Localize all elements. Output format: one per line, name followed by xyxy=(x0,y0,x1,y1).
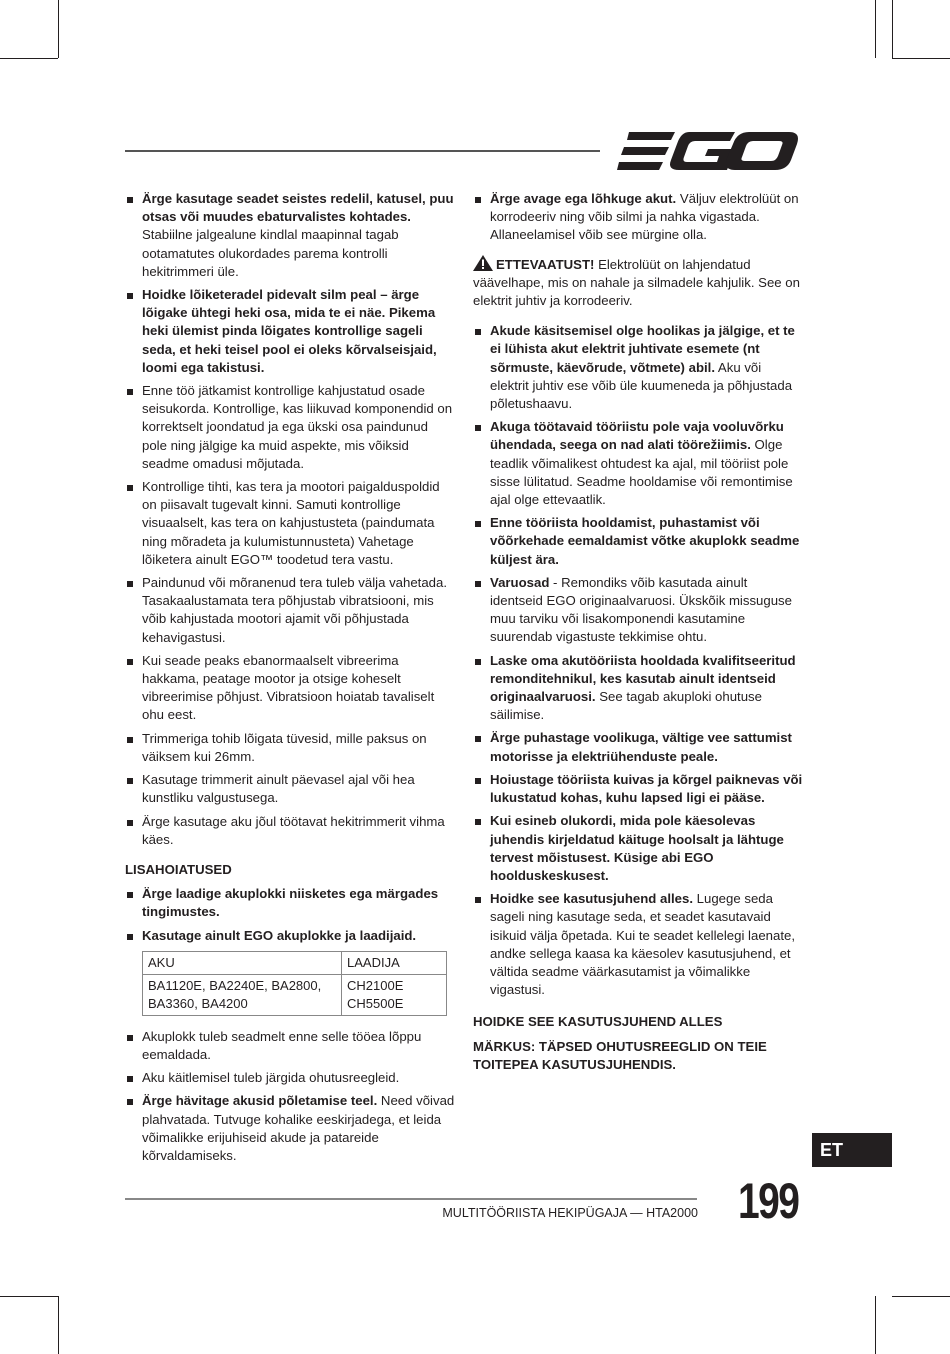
page-number: 199 xyxy=(738,1173,799,1229)
item-bold-text: Hoidke lõiketeradel pidevalt silm peal – ärge lõigake ühtegi heki osa, mida te ei näe. Pikema heki ülemist pinda lõigates kontrollige sageli seda, et heki teisel pool ei oleks kõrvalseisjaid, loomi ega takistusi. xyxy=(142,287,437,375)
bullet-icon xyxy=(475,819,481,825)
item-text: Aku või elektrit juhtiv ese võib üle kuumeneda ja põhjustada põletushaavu. xyxy=(490,359,793,412)
battery-disposal-list xyxy=(125,1028,455,1165)
table-header-aku: AKU xyxy=(143,951,342,974)
bullet-icon xyxy=(127,389,133,395)
bullet-icon xyxy=(127,737,133,743)
list-item xyxy=(473,812,803,885)
right-column xyxy=(473,190,803,1080)
caution-text: Elektrolüüt on lahjendatud väävelhape, mis on nahale ja silmadele kahjulik. See on elektrit juhtiv ja korrodeeriv. xyxy=(473,256,800,309)
battery-charger-table xyxy=(142,951,447,1016)
crop-mark xyxy=(0,58,58,59)
list-item xyxy=(473,418,803,509)
header-rule xyxy=(125,150,600,152)
bullet-icon xyxy=(475,329,481,335)
table-cell-batteries: BA1120E, BA2240E, BA2800, BA3360, BA4200 xyxy=(143,974,342,1015)
list-item xyxy=(473,574,803,647)
item-text: - Remondiks võib kasutada ainult identseid EGO originaalvaruosi. Ükskõik missuguse muu tarviku või lisakomponendi kasutamine suurendab vigastuste tekkimise ohtu. xyxy=(490,574,792,645)
list-item xyxy=(473,652,803,725)
item-bold-text: Enne tööriista hooldamist, puhastamist või võõrkehade eemaldamist võtke akuplokk seadme küljest ära. xyxy=(490,515,800,567)
list-item xyxy=(473,729,803,765)
list-item xyxy=(125,771,455,807)
item-text: Enne töö jätkamist kontrollige kahjustatud osade seisukorda. Kontrollige, kas liikuvad komponendid on korrektselt joondatud ja ega ükski osa paindunud pole ning jälgige ka muid aspekte, mis võiksid seadme omadusi mõjutada. xyxy=(142,383,453,471)
crop-mark xyxy=(892,1296,950,1297)
bullet-icon xyxy=(127,778,133,784)
item-bold-text: Ärge avage ega lõhkuge akut. xyxy=(490,191,677,206)
item-text: Akuplokk tuleb seadmelt enne selle tööea lõppu eemaldada. xyxy=(142,1028,422,1062)
crop-mark xyxy=(0,1296,58,1297)
item-text: Olge teadlik võimalikest ohtudest ka ajal, mil tööriist pole sisse lülitatud. Seadme hooldamise või remontimise ajal olge ettevaatlik. xyxy=(490,437,793,508)
crop-mark xyxy=(892,58,950,59)
item-text: Kui seade peaks ebanormaalselt vibreerima hakkama, peatage mootor ja otsige koheselt vibreerimise põhjust. Vibratsioon hoiatab tavaliselt ohu eest. xyxy=(142,652,435,723)
bullet-icon xyxy=(127,1099,133,1105)
item-bold-text: Ärge hävitage akusid põletamise teel. xyxy=(142,1093,378,1109)
bullet-icon xyxy=(475,581,481,587)
item-bold-text: Varuosad xyxy=(490,574,550,590)
list-item xyxy=(473,514,803,569)
left-column xyxy=(125,190,455,1170)
right-bullet-list xyxy=(473,322,803,999)
left-bullet-list xyxy=(125,190,455,849)
bullet-icon xyxy=(127,934,133,940)
bullet-icon xyxy=(127,820,133,826)
item-text: Väljuv elektrolüüt on korrodeeriv ning võib silmi ja nahka vigastada. Allaneelamisel võib see mürgine olla. xyxy=(490,191,799,243)
item-bold-text: Kasutage ainult EGO akuplokke ja laadijaid. xyxy=(142,927,417,943)
item-text: See tagab akuploki ohutuse säilimise. xyxy=(490,689,762,723)
crop-mark xyxy=(875,0,876,58)
bullet-icon xyxy=(127,293,133,299)
list-item xyxy=(125,885,455,921)
additional-warnings-list xyxy=(125,885,455,945)
crop-mark xyxy=(875,1296,876,1354)
language-tab: ET xyxy=(812,1133,892,1167)
list-item xyxy=(473,190,803,245)
bullet-icon xyxy=(475,736,481,742)
table-row xyxy=(143,974,447,1015)
list-item xyxy=(125,1028,455,1064)
bullet-icon xyxy=(475,521,481,527)
bullet-icon xyxy=(127,485,133,491)
item-text: Kasutage trimmerit ainult päevasel ajal või hea kunstliku valgustusega. xyxy=(142,772,415,806)
footer-rule xyxy=(125,1198,697,1200)
section-heading: LISAHOIATUSED xyxy=(125,861,232,877)
item-text: Aku käitlemisel tuleb järgida ohutusreegleid. xyxy=(142,1070,400,1086)
list-item xyxy=(125,478,455,569)
item-text: Ärge kasutage aku jõul töötavat hekitrimmerit vihma käes. xyxy=(142,813,445,847)
list-item xyxy=(125,730,455,766)
bullet-icon xyxy=(127,1076,133,1082)
item-text: Stabiilne jalgealune kindlal maapinnal tagab ootamatutes olukordades parema kontrolli hekitrimmeri üle. xyxy=(142,227,399,279)
item-text: Need võivad plahvatada. Tutvuge kohalike eeskirjadega, et leida võimalikke erijuhiseid akude ja patareide kõrvaldamiseks. xyxy=(142,1093,455,1163)
list-item xyxy=(125,574,455,647)
list-item xyxy=(473,322,803,413)
item-bold-text: Akude käsitsemisel olge hoolikas ja jälgige, et te ei lühista akut elektrit juhtivate esemete (nt sõrmuste, käevõrude, võtmete) abil. xyxy=(490,323,795,375)
crop-mark xyxy=(58,0,59,58)
bullet-icon xyxy=(475,659,481,665)
bullet-icon xyxy=(127,659,133,665)
list-item xyxy=(125,1092,455,1165)
list-item xyxy=(125,927,455,945)
bullet-icon xyxy=(475,897,481,903)
closing-heading-note: MÄRKUS: TÄPSED OHUTUSREEGLID ON TEIE TOITEPEA KASUTUSJUHENDIS. xyxy=(473,1038,767,1072)
crop-mark xyxy=(58,1296,59,1354)
item-bold-text: Ärge laadige akuplokki niisketes ega märgades tingimustes. xyxy=(142,886,439,920)
crop-mark xyxy=(892,0,893,58)
item-bold-text: Hoidke see kasutusjuhend alles. xyxy=(490,891,694,907)
warning-triangle-icon xyxy=(473,255,493,271)
item-bold-text: Kui esineb olukordi, mida pole käesolevas juhendis kirjeldatud käituge hoolsalt ja lähtuge tervest mõistusest. Küsige abi EGO hoolduskeskusest. xyxy=(490,813,784,883)
item-bold-text: Akuga töötavaid tööriistu pole vaja vooluvõrku ühendada, seega on nad alati töörežiimis. xyxy=(490,419,784,453)
list-item xyxy=(473,890,803,999)
bullet-icon xyxy=(127,581,133,587)
caution-label: ETTEVAATUST! xyxy=(496,256,595,272)
closing-heading-keep-manual: HOIDKE SEE KASUTUSJUHEND ALLES xyxy=(473,1014,723,1030)
list-item xyxy=(125,652,455,725)
bullet-icon xyxy=(475,197,481,203)
ego-logo xyxy=(617,130,799,172)
bullet-icon xyxy=(475,425,481,431)
list-item xyxy=(125,813,455,849)
bullet-icon xyxy=(475,778,481,784)
item-text: Trimmeriga tohib lõigata tüvesid, mille paksus on väiksem kui 26mm. xyxy=(142,730,427,764)
bullet-icon xyxy=(127,197,133,203)
footer-title: MULTITÖÖRIISTA HEKIPÜGAJA — HTA2000 xyxy=(442,1206,698,1220)
item-bold-text: Hoiustage tööriista kuivas ja kõrgel paiknevas või lukustatud kohas, kuhu lapsed ligi ei pääse. xyxy=(490,771,803,806)
list-item xyxy=(125,190,455,281)
table-header-row xyxy=(143,951,447,974)
bullet-icon xyxy=(127,892,133,898)
list-item xyxy=(125,286,455,377)
list-item xyxy=(125,1069,455,1087)
list-item xyxy=(473,771,803,807)
bullet-icon xyxy=(127,1035,133,1041)
item-bold-text: Ärge kasutage seadet seistes redelil, katusel, puu otsas või muudes ebaturvalistes kohtades. xyxy=(142,191,454,225)
table-cell-chargers: CH2100E CH5500E xyxy=(342,974,447,1015)
item-bold-text: Laske oma akutööriista hooldada kvalifitseeritud remonditehnikul, kes kasutab ainult identseid originaalvaruosi. xyxy=(490,652,796,705)
item-text: Paindunud või mõranenud tera tuleb välja vahetada. Tasakaalustamata tera põhjustab vibratsiooni, mis võib kahjustada mootori ajamit või põhjustada kehavigastusi. xyxy=(142,575,447,645)
caution-paragraph xyxy=(473,255,803,311)
item-bold-text: Ärge puhastage voolikuga, vältige vee sattumist motorisse ja elektriühenduste peale. xyxy=(490,730,792,764)
item-text: Lugege seda sageli ning kasutage seda, et seadet kasutavaid isikuid välja õpetada. Kui te seadet kellelegi laenate, andke sellega kaasa ka käesolev kasutusjuhend, et vältida seadme väärkasutamist ja võimalikke vigastusi. xyxy=(490,891,795,998)
list-item xyxy=(125,382,455,473)
table-header-laadija: LAADIJA xyxy=(342,951,447,974)
item-text: Kontrollige tihti, kas tera ja mootori paigalduspoldid on piisavalt tugevalt kinni. Samuti kontrollige visuaalselt, kas tera on kahjustusteta (paindumata ning mõradeta ja kulumistunnusteta) Vahetage lõiketera ainult EGO™ toodetud tera vastu. xyxy=(142,479,440,567)
